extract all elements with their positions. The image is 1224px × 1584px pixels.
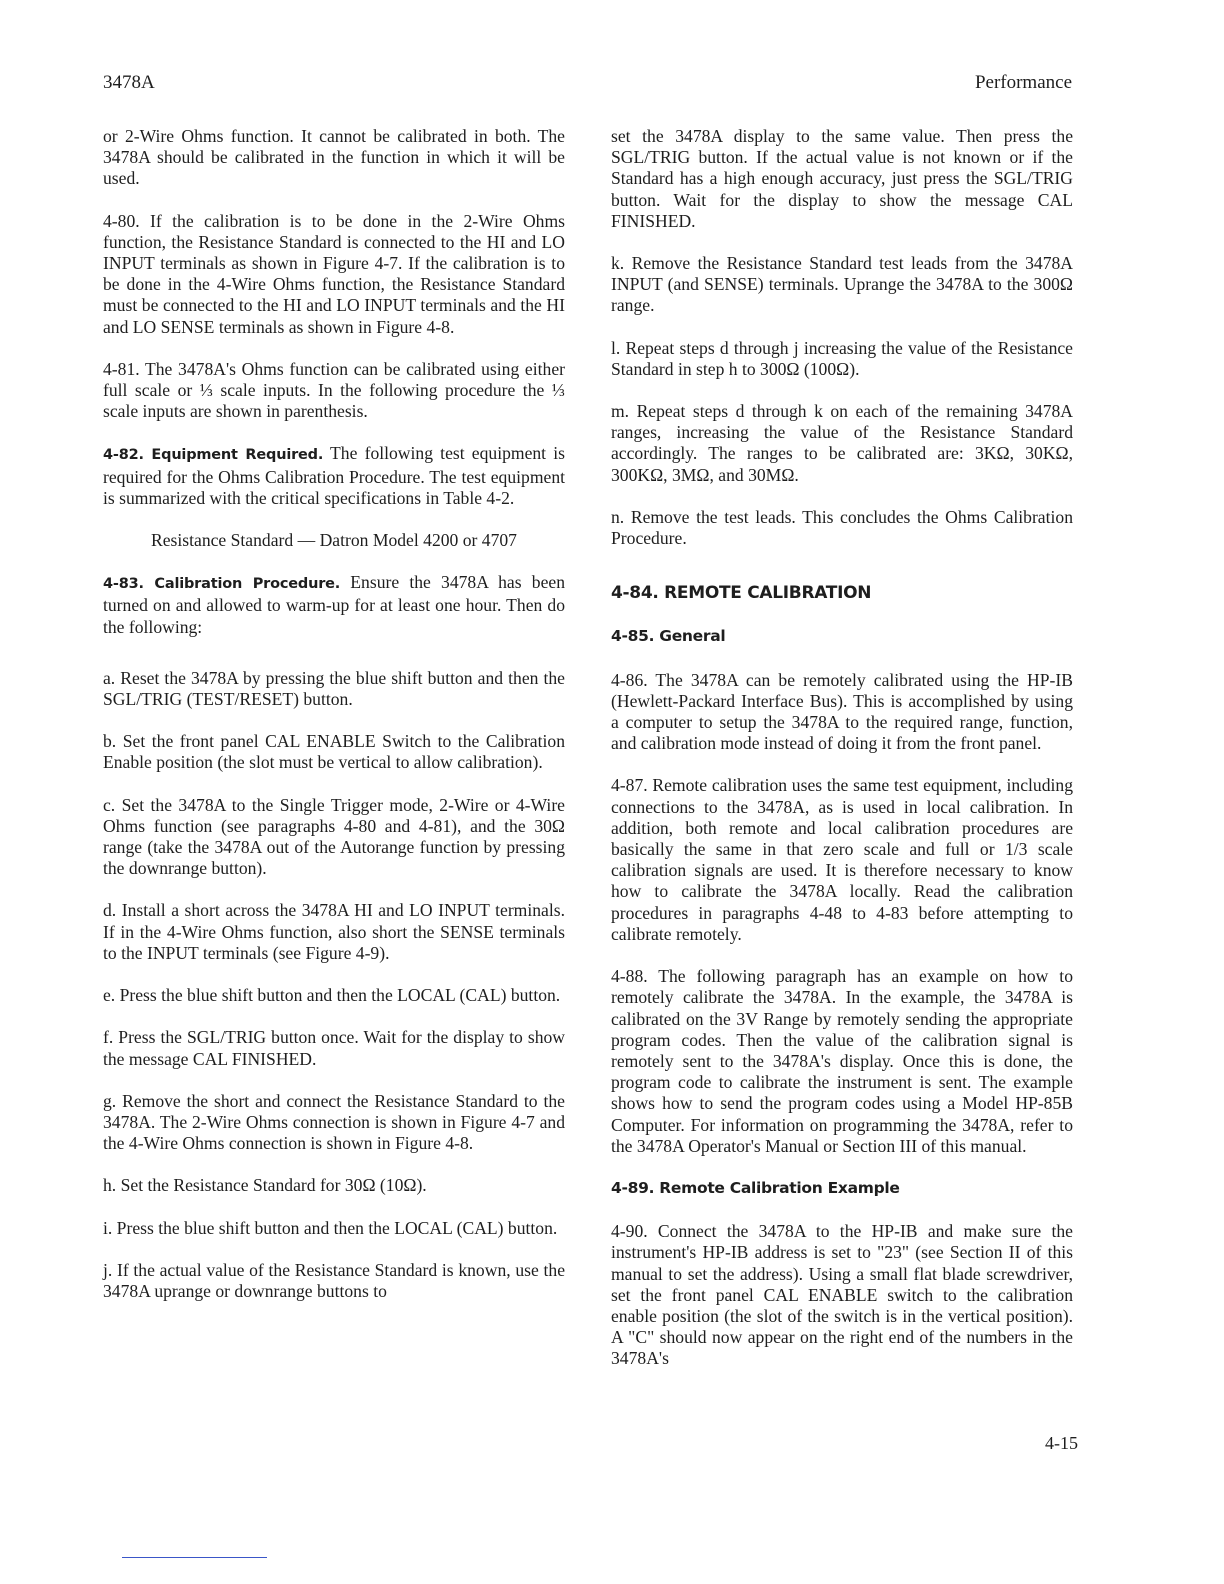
equipment-item: Resistance Standard — Datron Model 4200 or 4707 (151, 530, 517, 551)
step-g: g. Remove the short and connect the Resistance Standard to the 3478A. The 2-Wire Ohms connection is shown in Figure 4-7 and the 4-Wire Ohms connection is shown in Figure 4-8. (103, 1090, 565, 1154)
paragraph-4-87: 4-87. Remote calibration uses the same test equipment, including connections to the 3478A, as is used in local calibration. In addition, both remote and local calibration procedures are basically the same in that zero scale and full or 1/3 scale calibration signals are used. It is therefore necessary to know how to calibrate the 3478A locally. Read the calibration procedures in paragraphs 4-48 to 4-83 before attempting to calibrate remotely. (611, 775, 1073, 944)
paragraph-label: 4-83. Calibration Procedure. (103, 576, 341, 593)
paragraph-4-81: 4-81. The 3478A's Ohms function can be calibrated using either full scale or ⅓ scale inputs. In the following procedure the ⅓ scale inputs are shown in parenthesis. (103, 358, 565, 422)
paragraph-4-83 (103, 572, 565, 638)
paragraph-continued: set the 3478A display to the same value. Then press the SGL/TRIG button. If the actual value is not known or if the Standard has a high enough accuracy, just press the SGL/TRIG button. Wait for the display to show the message CAL FINISHED. (611, 126, 1073, 231)
step-n: n. Remove the test leads. This concludes the Ohms Calibration Procedure. (611, 506, 1073, 549)
footer-divider (122, 1557, 267, 1558)
step-l: l. Repeat steps d through j increasing the value of the Resistance Standard in step h to 300Ω (100Ω). (611, 337, 1073, 379)
paragraph-4-80: 4-80. If the calibration is to be done in the 2-Wire Ohms function, the Resistance Standard is connected to the HI and LO INPUT terminals as shown in Figure 4-7. If the calibration is to be done in the 4-Wire Ohms function, the Resistance Standard must be connected to the HI and LO INPUT terminals and the HI and LO SENSE terminals as shown in Figure 4-8. (103, 210, 565, 337)
paragraph-text: Ensure the 3478A has been turned on and allowed to warm-up for at least one hour. Then do the following: (103, 572, 565, 637)
header-model: 3478A (103, 72, 155, 93)
step-j: j. If the actual value of the Resistance Standard is known, use the 3478A uprange or downrange buttons to (103, 1259, 565, 1301)
header-section: Performance (974, 72, 1072, 93)
subheading-general: 4-85. General (611, 627, 726, 646)
step-a: a. Reset the 3478A by pressing the blue shift button and then the SGL/TRIG (TEST/RESET) button. (103, 667, 565, 710)
paragraph-continued: or 2-Wire Ohms function. It cannot be calibrated in both. The 3478A should be calibrated in the function in which it will be used. (103, 126, 565, 189)
step-i: i. Press the blue shift button and then the LOCAL (CAL) button. (103, 1217, 558, 1238)
page-number: 4-15 (1045, 1433, 1078, 1453)
step-b: b. Set the front panel CAL ENABLE Switch to the Calibration Enable position (the slot must be vertical to allow calibration). (103, 731, 565, 773)
step-f: f. Press the SGL/TRIG button once. Wait for the display to show the message CAL FINISHED. (103, 1027, 565, 1069)
paragraph-4-86: 4-86. The 3478A can be remotely calibrated using the HP-IB (Hewlett-Packard Interface Bus). This is accomplished by using a computer to setup the 3478A to the required range, function, and calibration mode instead of doing it from the front panel. (611, 669, 1073, 754)
step-m: m. Repeat steps d through k on each of the remaining 3478A ranges, increasing the value of the Resistance Standard accordingly. The ranges to be calibrated are: 3KΩ, 30KΩ, 300KΩ, 3MΩ, and 30MΩ. (611, 401, 1073, 485)
right-column (611, 126, 1073, 1391)
step-c: c. Set the 3478A to the Single Trigger mode, 2-Wire or 4-Wire Ohms function (see paragraphs 4-80 and 4-81), and the 30Ω range (take the 3478A out of the Autorange function by pressing the downrange button). (103, 794, 565, 879)
step-e: e. Press the blue shift button and then the LOCAL (CAL) button. (103, 985, 561, 1006)
subheading-remote-calibration-example: 4-89. Remote Calibration Example (611, 1178, 900, 1197)
paragraph-text: The following test equipment is required for the Ohms Calibration Procedure. The test equipment is summarized with the critical specifications in Table 4-2. (103, 443, 565, 508)
section-heading-remote-calibration: 4-84. REMOTE CALIBRATION (611, 583, 872, 604)
left-column (103, 126, 565, 1323)
paragraph-4-90: 4-90. Connect the 3478A to the HP-IB and make sure the instrument's HP-IB address is set to "23" (see Section II of this manual to set the address). Using a small flat blade screwdriver, set the front panel CAL ENABLE switch to the calibration enable position (the slot of the switch is in the vertical position). A "C" should now appear on the right end of the numbers in the 3478A's (611, 1221, 1073, 1369)
paragraph-4-88: 4-88. The following paragraph has an example on how to remotely calibrate the 3478A. In the example, the 3478A is calibrated on the 3V Range by remotely sending the appropriate program codes. Then the value of the calibration signal is remotely sent to the 3478A's display. Once this is done, the program code to calibrate the instrument is sent. The example shows how to send the program codes using a Model HP-85B Computer. For information on programming the 3478A, refer to the 3478A Operator's Manual or Section III of this manual. (611, 966, 1073, 1156)
step-h: h. Set the Resistance Standard for 30Ω (10Ω). (103, 1175, 427, 1196)
paragraph-4-82 (103, 443, 565, 509)
step-d: d. Install a short across the 3478A HI and LO INPUT terminals. If in the 4-Wire Ohms function, also short the SENSE terminals to the INPUT terminals (see Figure 4-9). (103, 900, 565, 963)
step-k: k. Remove the Resistance Standard test leads from the 3478A INPUT (and SENSE) terminals. Uprange the 3478A to the 300Ω range. (611, 253, 1073, 316)
paragraph-label: 4-82. Equipment Required. (103, 447, 324, 464)
